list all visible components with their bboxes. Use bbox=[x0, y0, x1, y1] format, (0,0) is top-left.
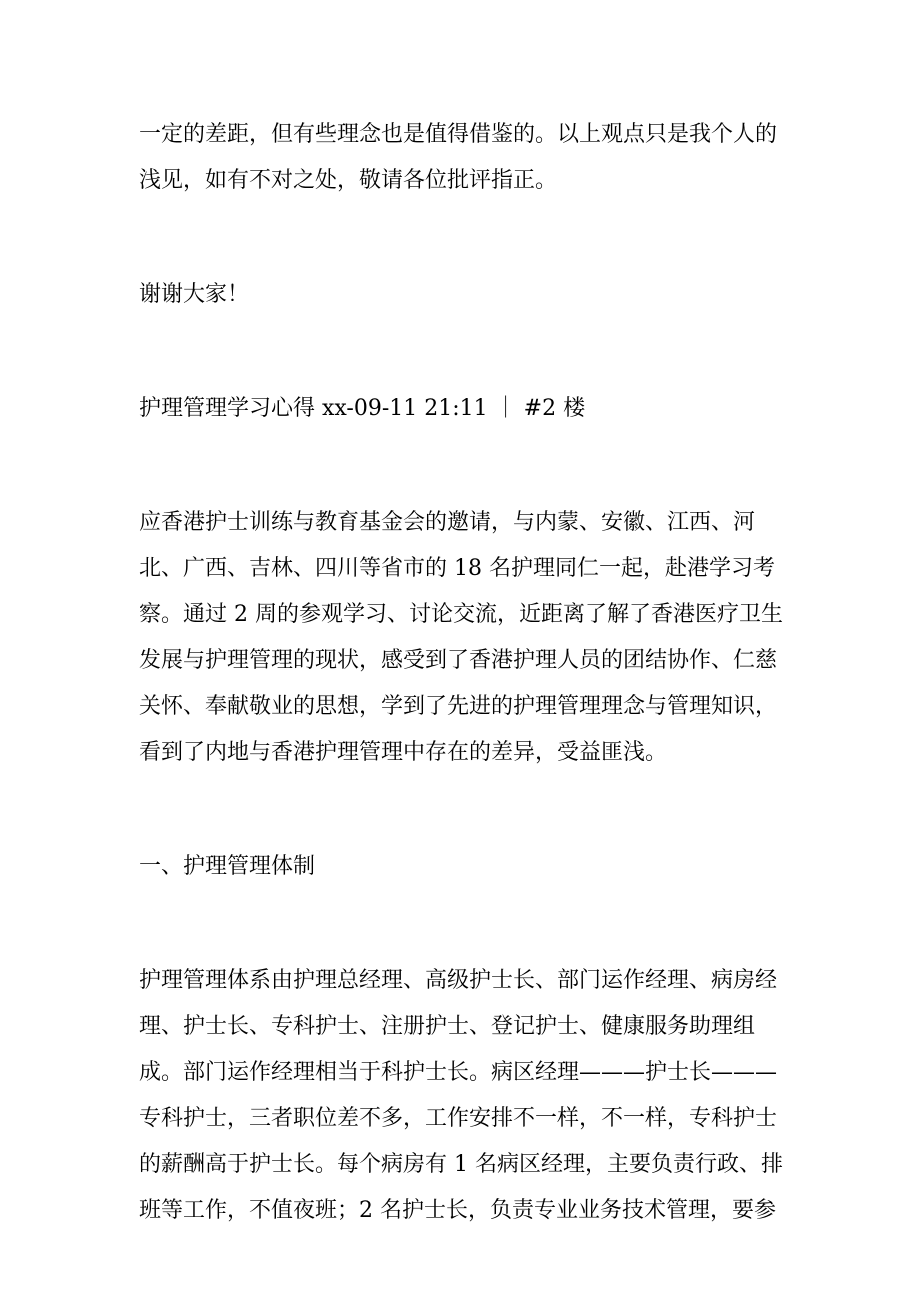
section-heading bbox=[139, 844, 779, 890]
post-header bbox=[139, 386, 779, 432]
text-line: 专科护士，三者职位差不多，工作安排不一样，不一样，专科护士 bbox=[139, 1106, 778, 1131]
text-line: 成。部门运作经理相当于科护士长。病区经理———护士长——— bbox=[139, 1060, 778, 1085]
text-line: 护理管理体系由护理总经理、高级护士长、部门运作经理、病房经 bbox=[139, 968, 778, 993]
text-line: 浅见，如有不对之处，敬请各位批评指正。 bbox=[139, 168, 558, 193]
text-line: 发展与护理管理的现状，感受到了香港护理人员的团结协作、仁慈 bbox=[139, 648, 778, 673]
management-paragraph bbox=[139, 958, 783, 1234]
post-title-line: 护理管理学习心得 xx-09-11 21:11 ｜ #2 楼 bbox=[139, 396, 586, 421]
section-heading-text: 一、护理管理体制 bbox=[139, 854, 316, 879]
text-line: 一定的差距，但有些理念也是值得借鉴的。以上观点只是我个人的 bbox=[139, 122, 778, 147]
document-body bbox=[139, 112, 783, 1234]
text-line: 看到了内地与香港护理管理中存在的差异，受益匪浅。 bbox=[139, 740, 668, 765]
thanks-paragraph bbox=[139, 272, 779, 318]
text-line: 理、护士长、专科护士、注册护士、登记护士、健康服务助理组 bbox=[139, 1014, 756, 1039]
text-line: 察。通过 2 周的参观学习、讨论交流，近距离了解了香港医疗卫生 bbox=[139, 602, 783, 627]
text-line: 关怀、奉献敬业的思想，学到了先进的护理管理理念与管理知识， bbox=[139, 694, 778, 719]
text-line: 谢谢大家！ bbox=[139, 282, 250, 307]
text-line: 北、广西、吉林、四川等省市的 18 名护理同仁一起，赴港学习考 bbox=[139, 556, 775, 581]
text-line: 班等工作，不值夜班；2 名护士长，负责专业业务技术管理，要参 bbox=[139, 1198, 776, 1223]
text-line: 应香港护士训练与教育基金会的邀请，与内蒙、安徽、江西、河 bbox=[139, 510, 756, 535]
closing-paragraph bbox=[139, 112, 779, 204]
text-line: 的薪酬高于护士长。每个病房有 1 名病区经理，主要负责行政、排 bbox=[139, 1152, 783, 1177]
intro-paragraph bbox=[139, 500, 783, 776]
